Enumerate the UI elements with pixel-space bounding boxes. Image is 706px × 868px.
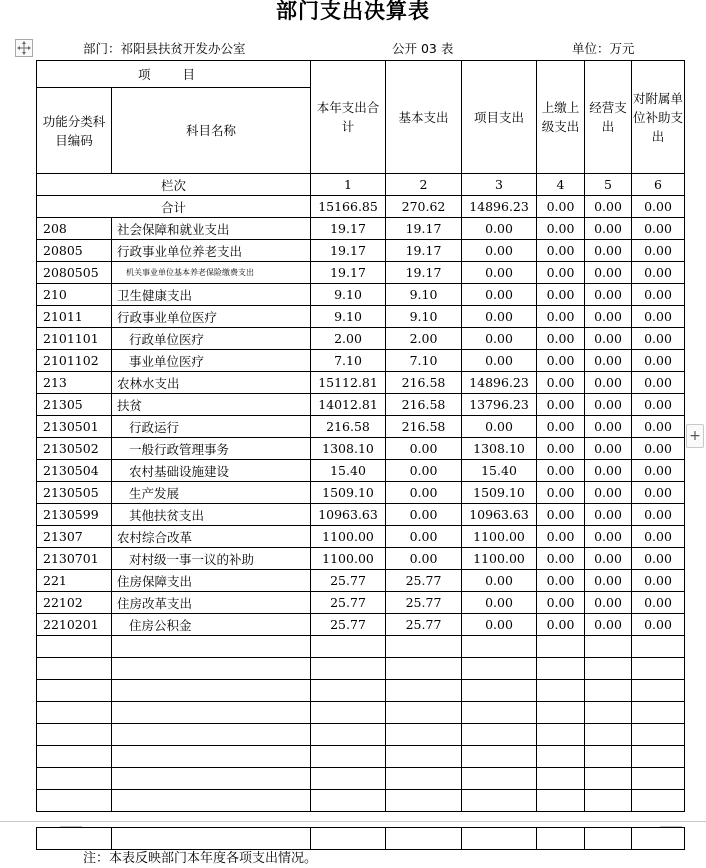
- table-cell[interactable]: [311, 658, 386, 680]
- amount-cell: 1100.00: [462, 526, 537, 548]
- amount-cell: 0.00: [537, 614, 585, 636]
- table-cell[interactable]: [537, 702, 585, 724]
- lanci-index: 1: [311, 174, 386, 196]
- table-cell[interactable]: [632, 658, 685, 680]
- amount-cell: 0.00: [585, 262, 632, 284]
- table-cell[interactable]: [112, 658, 311, 680]
- amount-cell: 10963.63: [462, 504, 537, 526]
- table-cell[interactable]: [462, 658, 537, 680]
- table-cell[interactable]: [386, 658, 462, 680]
- table-cell[interactable]: [37, 828, 112, 850]
- amount-cell: 216.58: [386, 416, 462, 438]
- table-cell[interactable]: [537, 636, 585, 658]
- table-cell[interactable]: [37, 746, 112, 768]
- table-cell[interactable]: [112, 828, 311, 850]
- table-cell[interactable]: [585, 790, 632, 812]
- expenditure-table: [36, 60, 685, 812]
- subject-code: 2210201: [37, 614, 112, 636]
- amount-cell: 0.00: [386, 438, 462, 460]
- amount-cell: 1509.10: [311, 482, 386, 504]
- table-cell[interactable]: [537, 658, 585, 680]
- table-cell[interactable]: [112, 680, 311, 702]
- amount-cell: 0.00: [585, 592, 632, 614]
- amount-cell: 0.00: [537, 592, 585, 614]
- table-cell[interactable]: [537, 746, 585, 768]
- amount-cell: 9.10: [386, 306, 462, 328]
- amount-cell: 0.00: [537, 504, 585, 526]
- table-cell[interactable]: [462, 724, 537, 746]
- amount-cell: 0.00: [632, 262, 685, 284]
- table-cell[interactable]: [585, 680, 632, 702]
- table-row: [37, 526, 685, 548]
- amount-cell: 0.00: [537, 438, 585, 460]
- table-cell[interactable]: [632, 702, 685, 724]
- amount-cell: 0.00: [537, 240, 585, 262]
- table-cell[interactable]: [462, 680, 537, 702]
- subject-code: 22102: [37, 592, 112, 614]
- table-cell[interactable]: [311, 636, 386, 658]
- table-cell[interactable]: [632, 790, 685, 812]
- table-cell[interactable]: [37, 724, 112, 746]
- total-value: 0.00: [585, 196, 632, 218]
- amount-cell: 0.00: [632, 306, 685, 328]
- amount-cell: 0.00: [632, 284, 685, 306]
- amount-cell: 0.00: [632, 350, 685, 372]
- amount-cell: 0.00: [537, 350, 585, 372]
- amount-cell: 19.17: [386, 262, 462, 284]
- header-col-basic: 基本支出: [386, 61, 462, 174]
- amount-cell: 25.77: [386, 614, 462, 636]
- amount-cell: 14896.23: [462, 372, 537, 394]
- amount-cell: 0.00: [585, 240, 632, 262]
- amount-cell: 216.58: [386, 394, 462, 416]
- page-corner-mark: [60, 817, 82, 827]
- table-cell[interactable]: [537, 790, 585, 812]
- empty-row: [37, 636, 685, 658]
- subject-code: 2130504: [37, 460, 112, 482]
- total-label: 合计: [37, 196, 311, 218]
- subject-name: 农林水支出: [112, 372, 311, 394]
- header-col-upper: 上缴上级支出: [537, 61, 585, 174]
- subject-code: 2130599: [37, 504, 112, 526]
- amount-cell: 0.00: [462, 350, 537, 372]
- table-cell[interactable]: [112, 724, 311, 746]
- lanci-label: 栏次: [37, 174, 311, 196]
- amount-cell: 0.00: [462, 592, 537, 614]
- table-cell[interactable]: [311, 768, 386, 790]
- unit-label: 单位：万元: [572, 41, 635, 56]
- amount-cell: 1308.10: [311, 438, 386, 460]
- table-cell[interactable]: [386, 828, 462, 850]
- total-value: 0.00: [537, 196, 585, 218]
- table-cell[interactable]: [462, 702, 537, 724]
- amount-cell: 25.77: [311, 614, 386, 636]
- amount-cell: 0.00: [462, 306, 537, 328]
- amount-cell: 0.00: [585, 328, 632, 350]
- table-cell[interactable]: [386, 724, 462, 746]
- amount-cell: 19.17: [311, 240, 386, 262]
- amount-cell: 1100.00: [462, 548, 537, 570]
- empty-row: [37, 680, 685, 702]
- amount-cell: 0.00: [462, 416, 537, 438]
- amount-cell: 0.00: [632, 218, 685, 240]
- table-cell[interactable]: [462, 746, 537, 768]
- amount-cell: 0.00: [632, 504, 685, 526]
- subject-code: 20805: [37, 240, 112, 262]
- amount-cell: 10963.63: [311, 504, 386, 526]
- empty-row: [37, 658, 685, 680]
- amount-cell: 0.00: [537, 570, 585, 592]
- table-cell[interactable]: [37, 702, 112, 724]
- table-cell[interactable]: [37, 658, 112, 680]
- table-cell[interactable]: [585, 636, 632, 658]
- total-value: 15166.85: [311, 196, 386, 218]
- header-col-total: 本年支出合计: [311, 61, 386, 174]
- table-row: [37, 460, 685, 482]
- table-cell[interactable]: [632, 768, 685, 790]
- amount-cell: 0.00: [585, 218, 632, 240]
- amount-cell: 0.00: [462, 284, 537, 306]
- amount-cell: 0.00: [632, 548, 685, 570]
- table-cell[interactable]: [112, 702, 311, 724]
- amount-cell: 0.00: [386, 526, 462, 548]
- amount-cell: 0.00: [585, 394, 632, 416]
- subject-code: 2130505: [37, 482, 112, 504]
- table-row: [37, 350, 685, 372]
- amount-cell: 0.00: [537, 394, 585, 416]
- subject-code: 21307: [37, 526, 112, 548]
- amount-cell: 0.00: [386, 482, 462, 504]
- amount-cell: 14012.81: [311, 394, 386, 416]
- amount-cell: 0.00: [585, 504, 632, 526]
- table-cell[interactable]: [112, 636, 311, 658]
- add-column-plus-icon[interactable]: +: [686, 424, 704, 448]
- amount-cell: 7.10: [386, 350, 462, 372]
- table-cell[interactable]: [537, 724, 585, 746]
- lanci-index: 2: [386, 174, 462, 196]
- table-cell[interactable]: [311, 680, 386, 702]
- total-value: 0.00: [632, 196, 685, 218]
- subject-code: 21305: [37, 394, 112, 416]
- table-row: [37, 372, 685, 394]
- table-row: [37, 614, 685, 636]
- empty-row: [37, 790, 685, 812]
- table-move-handle[interactable]: [15, 39, 33, 57]
- lanci-index: 4: [537, 174, 585, 196]
- amount-cell: 25.77: [386, 592, 462, 614]
- table-cell[interactable]: [632, 636, 685, 658]
- table-row: [37, 416, 685, 438]
- table-row: [37, 438, 685, 460]
- amount-cell: 15112.81: [311, 372, 386, 394]
- amount-cell: 0.00: [462, 262, 537, 284]
- table-row: [37, 394, 685, 416]
- amount-cell: 216.58: [311, 416, 386, 438]
- table-row: [37, 548, 685, 570]
- table-cell[interactable]: [386, 636, 462, 658]
- table-cell[interactable]: [386, 746, 462, 768]
- table-cell[interactable]: [37, 768, 112, 790]
- table-cell[interactable]: [537, 680, 585, 702]
- amount-cell: 0.00: [632, 526, 685, 548]
- table-cell[interactable]: [112, 768, 311, 790]
- subject-name: 住房改革支出: [112, 592, 311, 614]
- amount-cell: 1509.10: [462, 482, 537, 504]
- subject-code: 2101102: [37, 350, 112, 372]
- table-cell[interactable]: [386, 702, 462, 724]
- header-col-subsidy: 对附属单位补助支出: [632, 61, 685, 174]
- subject-name: 农村基础设施建设: [112, 460, 311, 482]
- subject-name: 行政事业单位医疗: [112, 306, 311, 328]
- table-cell[interactable]: [632, 724, 685, 746]
- amount-cell: 25.77: [311, 570, 386, 592]
- amount-cell: 25.77: [386, 570, 462, 592]
- subject-code: 208: [37, 218, 112, 240]
- amount-cell: 0.00: [632, 570, 685, 592]
- table-row: [37, 504, 685, 526]
- subject-code: 2130701: [37, 548, 112, 570]
- subject-code: 213: [37, 372, 112, 394]
- lanci-index: 3: [462, 174, 537, 196]
- amount-cell: 0.00: [585, 482, 632, 504]
- amount-cell: 7.10: [311, 350, 386, 372]
- amount-cell: 0.00: [537, 328, 585, 350]
- table-cell[interactable]: [632, 828, 685, 850]
- subject-name: 一般行政管理事务: [112, 438, 311, 460]
- amount-cell: 0.00: [585, 284, 632, 306]
- table-cell[interactable]: [462, 790, 537, 812]
- amount-cell: 19.17: [386, 240, 462, 262]
- amount-cell: 0.00: [462, 240, 537, 262]
- amount-cell: 0.00: [537, 526, 585, 548]
- table-cell[interactable]: [537, 828, 585, 850]
- header-func-code: 功能分类科目编码: [37, 88, 112, 174]
- table-cell[interactable]: [585, 746, 632, 768]
- subject-name: 对村级一事一议的补助: [112, 548, 311, 570]
- amount-cell: 0.00: [632, 416, 685, 438]
- subject-code: 2080505: [37, 262, 112, 284]
- table-cell[interactable]: [537, 768, 585, 790]
- table-cell[interactable]: [632, 680, 685, 702]
- amount-cell: 0.00: [537, 460, 585, 482]
- subject-code: 2130502: [37, 438, 112, 460]
- continuation-table: [36, 827, 685, 850]
- table-cell[interactable]: [585, 768, 632, 790]
- table-row: [37, 284, 685, 306]
- amount-cell: 0.00: [537, 218, 585, 240]
- table-row: [37, 328, 685, 350]
- amount-cell: 0.00: [537, 372, 585, 394]
- table-title: 部门支出决算表: [276, 0, 430, 23]
- amount-cell: 0.00: [632, 328, 685, 350]
- amount-cell: 1100.00: [311, 548, 386, 570]
- table-cell[interactable]: [311, 702, 386, 724]
- table-cell[interactable]: [37, 680, 112, 702]
- amount-cell: 0.00: [462, 570, 537, 592]
- table-cell[interactable]: [386, 768, 462, 790]
- table-cell[interactable]: [311, 828, 386, 850]
- amount-cell: 0.00: [537, 482, 585, 504]
- amount-cell: 0.00: [632, 460, 685, 482]
- empty-row: [37, 724, 685, 746]
- table-row: [37, 306, 685, 328]
- empty-row: [37, 702, 685, 724]
- amount-cell: 1308.10: [462, 438, 537, 460]
- table-cell[interactable]: [386, 680, 462, 702]
- amount-cell: 0.00: [537, 416, 585, 438]
- total-row: [37, 196, 685, 218]
- amount-cell: 0.00: [585, 548, 632, 570]
- amount-cell: 13796.23: [462, 394, 537, 416]
- table-cell[interactable]: [462, 768, 537, 790]
- amount-cell: 0.00: [585, 614, 632, 636]
- amount-cell: 0.00: [386, 460, 462, 482]
- table-row: [37, 262, 685, 284]
- table-row: [37, 482, 685, 504]
- amount-cell: 0.00: [585, 460, 632, 482]
- total-value: 270.62: [386, 196, 462, 218]
- table-cell[interactable]: [112, 790, 311, 812]
- amount-cell: 0.00: [585, 372, 632, 394]
- amount-cell: 0.00: [462, 328, 537, 350]
- amount-cell: 2.00: [386, 328, 462, 350]
- amount-cell: 15.40: [311, 460, 386, 482]
- subject-name: 行政单位医疗: [112, 328, 311, 350]
- amount-cell: 0.00: [537, 284, 585, 306]
- subject-name: 住房保障支出: [112, 570, 311, 592]
- subject-code: 2130501: [37, 416, 112, 438]
- empty-row: [37, 768, 685, 790]
- subject-code: 221: [37, 570, 112, 592]
- amount-cell: 0.00: [632, 372, 685, 394]
- amount-cell: 0.00: [632, 240, 685, 262]
- amount-cell: 0.00: [632, 482, 685, 504]
- subject-name: 住房公积金: [112, 614, 311, 636]
- table-cell[interactable]: [462, 636, 537, 658]
- table-row: [37, 828, 685, 850]
- amount-cell: 2.00: [311, 328, 386, 350]
- subject-name: 社会保障和就业支出: [112, 218, 311, 240]
- subject-name: 机关事业单位基本养老保险缴费支出: [112, 262, 311, 284]
- table-cell[interactable]: [386, 790, 462, 812]
- table-row: [37, 218, 685, 240]
- amount-cell: 0.00: [462, 614, 537, 636]
- header-col-project: 项目支出: [462, 61, 537, 174]
- table-row: [37, 240, 685, 262]
- table-cell[interactable]: [632, 746, 685, 768]
- table-cell[interactable]: [37, 790, 112, 812]
- table-cell[interactable]: [585, 724, 632, 746]
- subject-code: 2101101: [37, 328, 112, 350]
- table-cell[interactable]: [112, 746, 311, 768]
- amount-cell: 0.00: [386, 504, 462, 526]
- amount-cell: 9.10: [311, 284, 386, 306]
- subject-code: 21011: [37, 306, 112, 328]
- amount-cell: 25.77: [311, 592, 386, 614]
- page-corner-mark: [660, 817, 682, 827]
- subject-name: 扶贫: [112, 394, 311, 416]
- header-subject-name: 科目名称: [112, 88, 311, 174]
- amount-cell: 0.00: [386, 548, 462, 570]
- amount-cell: 0.00: [632, 394, 685, 416]
- subject-code: 210: [37, 284, 112, 306]
- move-icon: [17, 41, 31, 55]
- department-label: 部门：祁阳县扶贫开发办公室: [83, 41, 246, 56]
- total-value: 14896.23: [462, 196, 537, 218]
- table-cell[interactable]: [585, 658, 632, 680]
- amount-cell: 0.00: [632, 592, 685, 614]
- table-cell[interactable]: [311, 724, 386, 746]
- amount-cell: 0.00: [585, 306, 632, 328]
- amount-cell: 1100.00: [311, 526, 386, 548]
- subject-name: 生产发展: [112, 482, 311, 504]
- amount-cell: 0.00: [537, 548, 585, 570]
- amount-cell: 0.00: [585, 526, 632, 548]
- amount-cell: 0.00: [462, 218, 537, 240]
- table-cell[interactable]: [585, 702, 632, 724]
- empty-row: [37, 746, 685, 768]
- amount-cell: 0.00: [632, 438, 685, 460]
- subject-name: 农村综合改革: [112, 526, 311, 548]
- amount-cell: 0.00: [537, 306, 585, 328]
- amount-cell: 0.00: [585, 438, 632, 460]
- amount-cell: 19.17: [386, 218, 462, 240]
- table-cell[interactable]: [585, 828, 632, 850]
- amount-cell: 19.17: [311, 262, 386, 284]
- subject-name: 行政运行: [112, 416, 311, 438]
- footnote: 注：本表反映部门本年度各项支出情况。: [83, 851, 318, 866]
- table-cell[interactable]: [37, 636, 112, 658]
- table-cell[interactable]: [462, 828, 537, 850]
- subject-name: 事业单位医疗: [112, 350, 311, 372]
- lanci-index: 6: [632, 174, 685, 196]
- subject-name: 卫生健康支出: [112, 284, 311, 306]
- amount-cell: 15.40: [462, 460, 537, 482]
- header-xiangmu: 项 目: [37, 61, 311, 88]
- amount-cell: 0.00: [632, 614, 685, 636]
- amount-cell: 0.00: [585, 570, 632, 592]
- header-col-business: 经营支出: [585, 61, 632, 174]
- amount-cell: 9.10: [311, 306, 386, 328]
- lanci-index: 5: [585, 174, 632, 196]
- amount-cell: 9.10: [386, 284, 462, 306]
- subject-name: 其他扶贫支出: [112, 504, 311, 526]
- amount-cell: 0.00: [585, 350, 632, 372]
- amount-cell: 19.17: [311, 218, 386, 240]
- table-cell[interactable]: [311, 790, 386, 812]
- page-boundary: [0, 821, 706, 822]
- table-row: [37, 592, 685, 614]
- table-row: [37, 570, 685, 592]
- amount-cell: 0.00: [537, 262, 585, 284]
- table-cell[interactable]: [311, 746, 386, 768]
- amount-cell: 216.58: [386, 372, 462, 394]
- subject-name: 行政事业单位养老支出: [112, 240, 311, 262]
- amount-cell: 0.00: [585, 416, 632, 438]
- table-code-label: 公开 03 表: [392, 41, 454, 56]
